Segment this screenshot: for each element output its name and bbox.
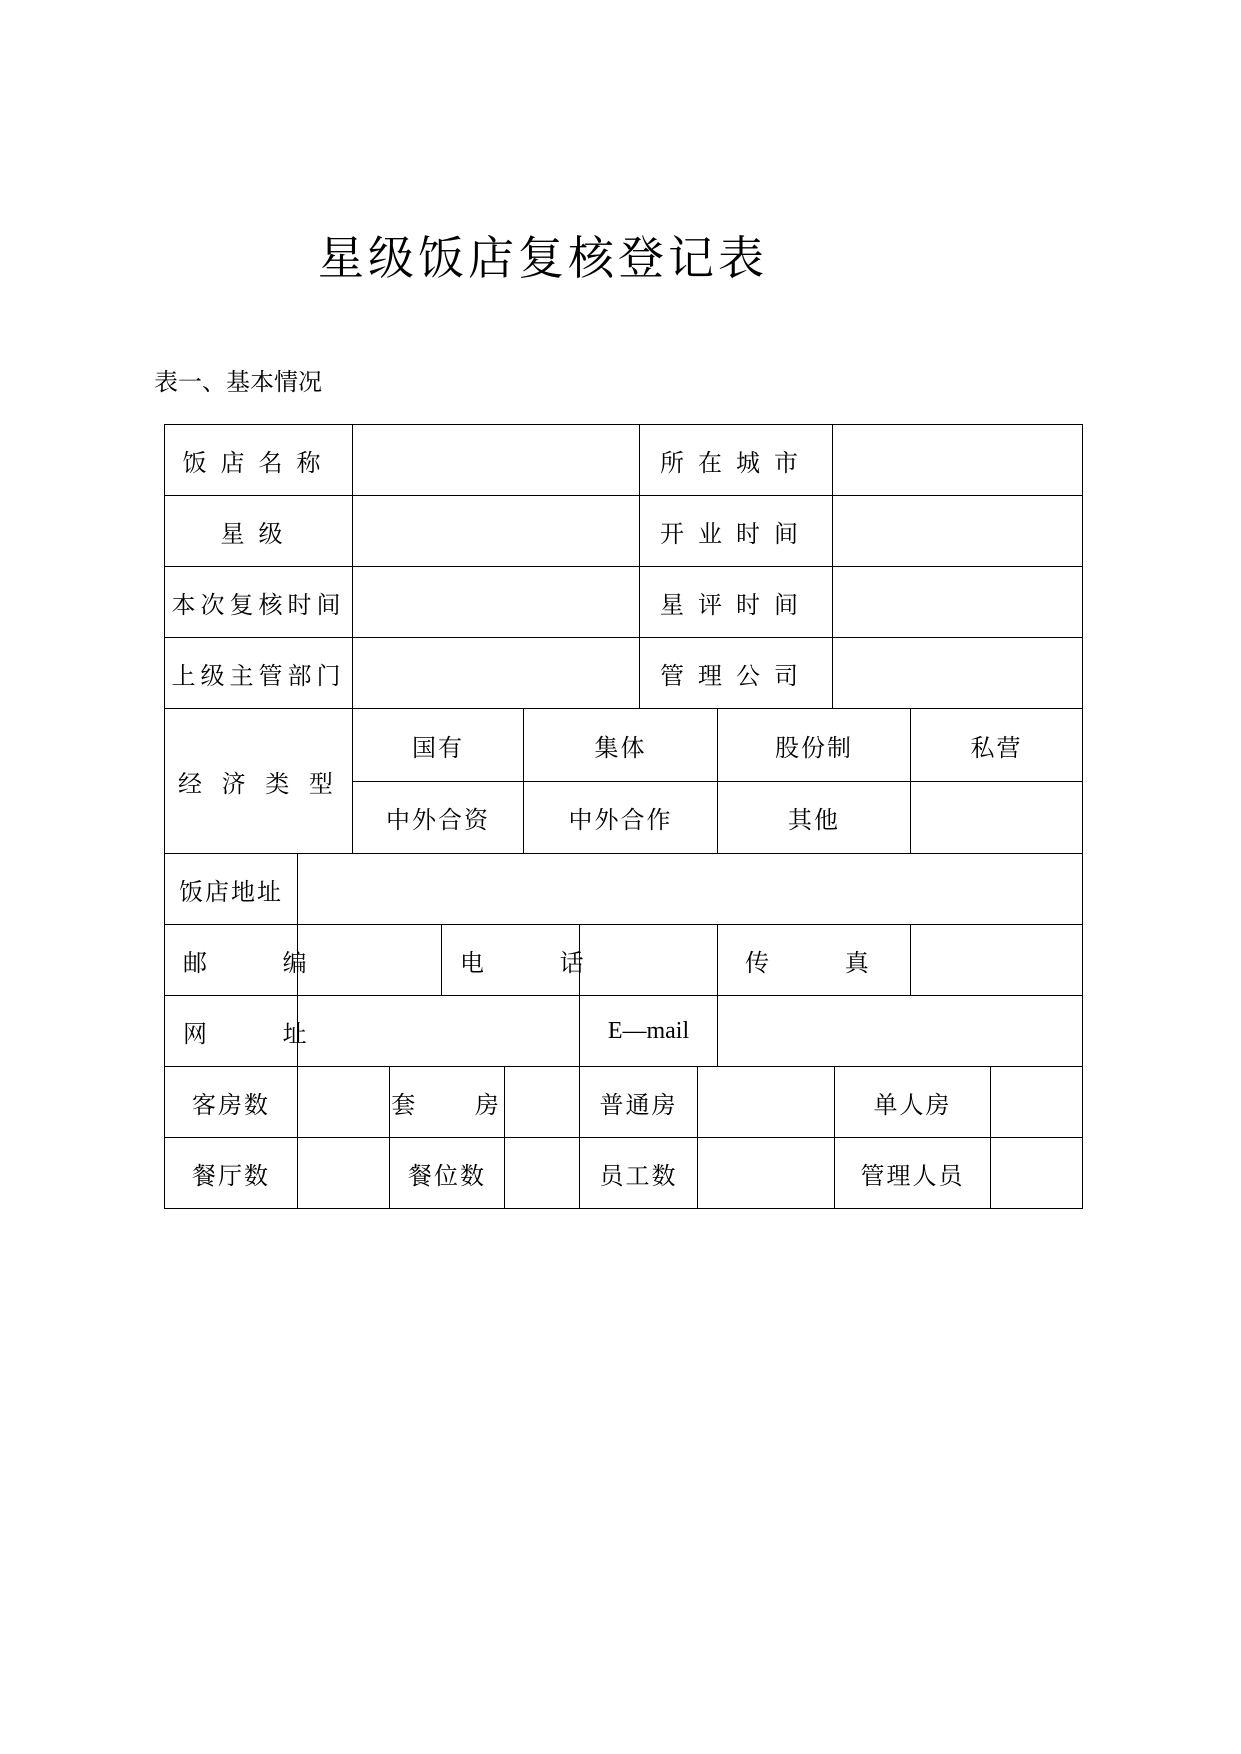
label-single-rooms: 单人房 <box>834 1066 991 1138</box>
label-fax: 传 真 <box>717 924 911 996</box>
label-review-time: 本次复核时间 <box>164 566 353 638</box>
option-other[interactable]: 其他 <box>717 781 911 854</box>
website-field[interactable] <box>297 995 580 1067</box>
option-sino-foreign-cooperation[interactable]: 中外合作 <box>523 781 718 854</box>
label-website: 网 址 <box>164 995 298 1067</box>
label-postcode: 邮 编 <box>164 924 298 996</box>
managers-field[interactable] <box>990 1137 1083 1209</box>
label-phone: 电 话 <box>441 924 580 996</box>
label-management-company: 管理公司 <box>639 637 833 709</box>
option-blank[interactable] <box>910 781 1083 854</box>
label-restaurants: 餐厅数 <box>164 1137 298 1209</box>
label-email: E—mail <box>579 995 718 1067</box>
seats-field[interactable] <box>504 1137 580 1209</box>
label-standard-rooms: 普通房 <box>579 1066 698 1138</box>
label-employees: 员工数 <box>579 1137 698 1209</box>
label-star-rating-time: 星评时间 <box>639 566 833 638</box>
label-managers: 管理人员 <box>834 1137 991 1209</box>
restaurants-field[interactable] <box>297 1137 390 1209</box>
city-field[interactable] <box>832 424 1083 496</box>
hotel-name-field[interactable] <box>352 424 640 496</box>
label-seats: 餐位数 <box>389 1137 505 1209</box>
address-field[interactable] <box>297 853 1083 925</box>
review-time-field[interactable] <box>352 566 640 638</box>
guest-rooms-field[interactable] <box>297 1066 390 1138</box>
option-state-owned[interactable]: 国有 <box>352 708 524 782</box>
opening-time-field[interactable] <box>832 495 1083 567</box>
label-opening-time: 开业时间 <box>639 495 833 567</box>
postcode-field[interactable] <box>297 924 442 996</box>
option-collective[interactable]: 集体 <box>523 708 718 782</box>
suites-field[interactable] <box>504 1066 580 1138</box>
label-economic-type: 经 济 类 型 <box>164 708 353 854</box>
option-sino-foreign-venture[interactable]: 中外合资 <box>352 781 524 854</box>
email-field[interactable] <box>717 995 1083 1067</box>
label-supervisor-dept: 上级主管部门 <box>164 637 353 709</box>
supervisor-dept-field[interactable] <box>352 637 640 709</box>
management-company-field[interactable] <box>832 637 1083 709</box>
option-joint-stock[interactable]: 股份制 <box>717 708 911 782</box>
label-star-level: 星级 <box>164 495 353 567</box>
label-suites: 套 房 <box>389 1066 505 1138</box>
page-title: 星级饭店复核登记表 <box>318 231 768 285</box>
employees-field[interactable] <box>697 1137 835 1209</box>
star-rating-time-field[interactable] <box>832 566 1083 638</box>
star-level-field[interactable] <box>352 495 640 567</box>
label-address: 饭店地址 <box>164 853 298 925</box>
label-guest-rooms: 客房数 <box>164 1066 298 1138</box>
label-hotel-name: 饭店名称 <box>164 424 353 496</box>
fax-field[interactable] <box>910 924 1083 996</box>
single-rooms-field[interactable] <box>990 1066 1083 1138</box>
section-heading: 表一、基本情况 <box>154 368 322 396</box>
standard-rooms-field[interactable] <box>697 1066 835 1138</box>
phone-field[interactable] <box>579 924 718 996</box>
option-private[interactable]: 私营 <box>910 708 1083 782</box>
label-city: 所在城市 <box>639 424 833 496</box>
